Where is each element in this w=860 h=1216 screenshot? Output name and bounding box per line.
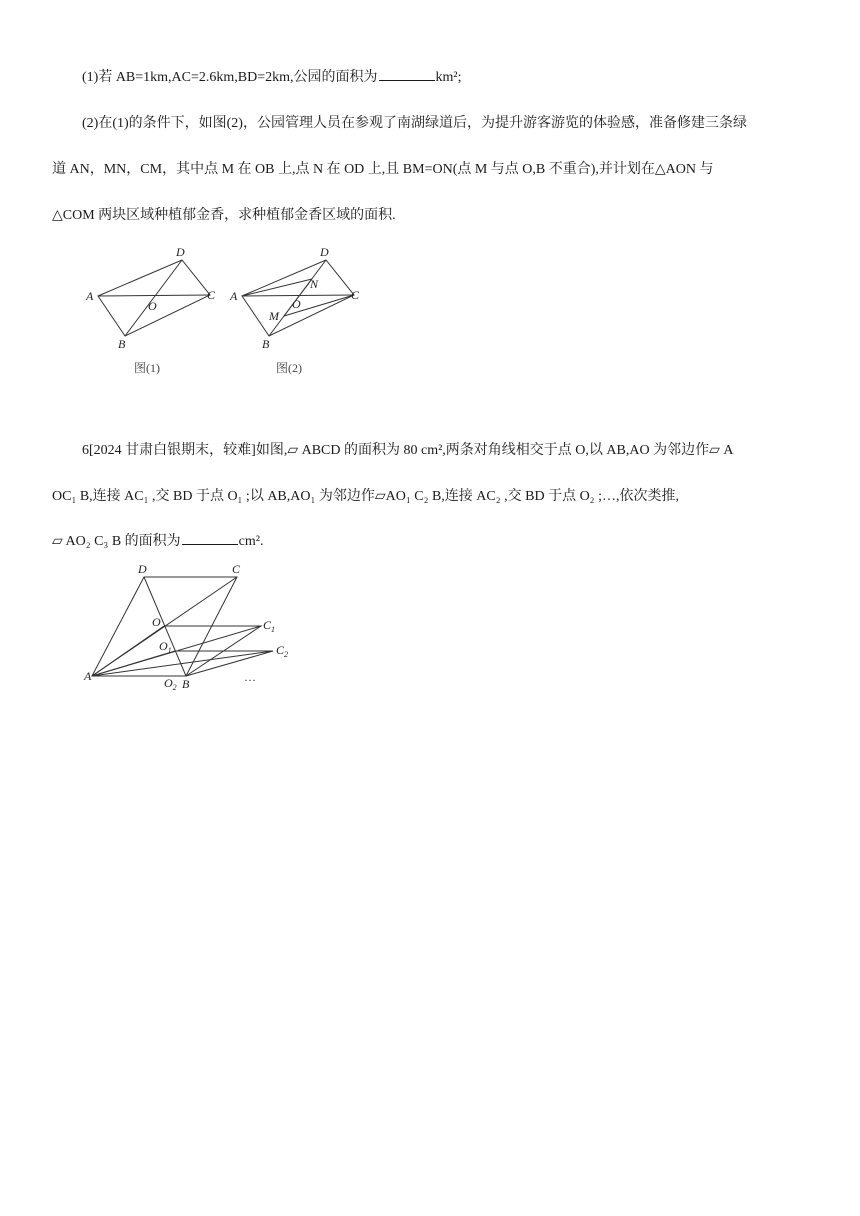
segment-ao1 bbox=[92, 651, 175, 676]
label-c1: $C_1$ bbox=[263, 618, 276, 634]
parallelogram-ao1c2b bbox=[175, 651, 273, 676]
question-1 bbox=[82, 66, 462, 86]
label-a: A bbox=[230, 289, 238, 303]
label-a: A bbox=[86, 289, 94, 303]
question-6-line-3 bbox=[52, 530, 263, 550]
figure-2-caption: 图(2) bbox=[276, 361, 302, 375]
diagonal-bd bbox=[125, 260, 182, 336]
answer-blank[interactable] bbox=[379, 68, 435, 81]
segment-ao bbox=[92, 626, 164, 676]
label-d: D bbox=[176, 245, 185, 259]
label-b: B bbox=[118, 337, 126, 351]
question-6-line-2: OC₁ B,连接 AC₁ ,交 BD 于点 O₁ ;以 AB,AO₁ 为邻边作▱AO₁ C₂ B,连接 AC₂ ,交 BD 于点 O₂ ;…,依次类推, bbox=[52, 489, 679, 504]
question-1-unit: km²; bbox=[435, 70, 462, 85]
label-o: O bbox=[152, 615, 161, 629]
label-b: B bbox=[262, 337, 270, 351]
figure-1 bbox=[82, 238, 222, 378]
question-2-line-1: (2)在(1)的条件下，如图(2)，公园管理人员在参观了南湖绿道后，为提升游客游览的体验感，准备修建三条绿 bbox=[82, 116, 747, 131]
label-a: A bbox=[84, 669, 92, 683]
label-c: C bbox=[207, 288, 216, 302]
label-o2: $O_2$ bbox=[164, 676, 177, 692]
question-6-unit: cm². bbox=[238, 534, 264, 549]
label-d: D bbox=[138, 562, 147, 576]
label-n: N bbox=[310, 277, 319, 291]
label-m: M bbox=[269, 309, 279, 323]
question-6-line-1: 6[2024 甘肃白银期末，较难]如图,▱ ABCD 的面积为 80 cm²,两条对角线相交于点 O,以 AB,AO 为邻边作▱ A bbox=[82, 443, 734, 458]
question-2-line-3: △COM 两块区域种植郁金香，求种植郁金香区域的面积. bbox=[52, 208, 396, 223]
label-c: C bbox=[351, 288, 360, 302]
diagonal-ac bbox=[242, 295, 354, 296]
question-2-line-2: 道 AN，MN，CM，其中点 M 在 OB 上,点 N 在 OD 上,且 BM=ON(点 M 与点 O,B 不重合),并计划在△AON 与 bbox=[52, 162, 714, 177]
figure-6 bbox=[80, 560, 300, 695]
question-1-text: (1)若 AB=1km,AC=2.6km,BD=2km,公园的面积为 bbox=[82, 70, 378, 85]
ellipsis-label: … bbox=[244, 670, 256, 684]
label-d: D bbox=[320, 245, 329, 259]
label-b: B bbox=[182, 677, 190, 691]
label-o1: $O_1$ bbox=[159, 639, 172, 655]
answer-blank[interactable] bbox=[182, 532, 238, 545]
figure-1-caption: 图(1) bbox=[134, 361, 160, 375]
diagonal-ac bbox=[98, 295, 210, 296]
label-c: C bbox=[232, 562, 241, 576]
label-o: O bbox=[148, 299, 157, 313]
label-c2: $C_2$ bbox=[276, 643, 289, 659]
figure-2 bbox=[226, 238, 366, 378]
question-6-text: ▱ AO₂ C₃ B 的面积为 bbox=[52, 534, 181, 549]
label-o: O bbox=[292, 297, 301, 311]
